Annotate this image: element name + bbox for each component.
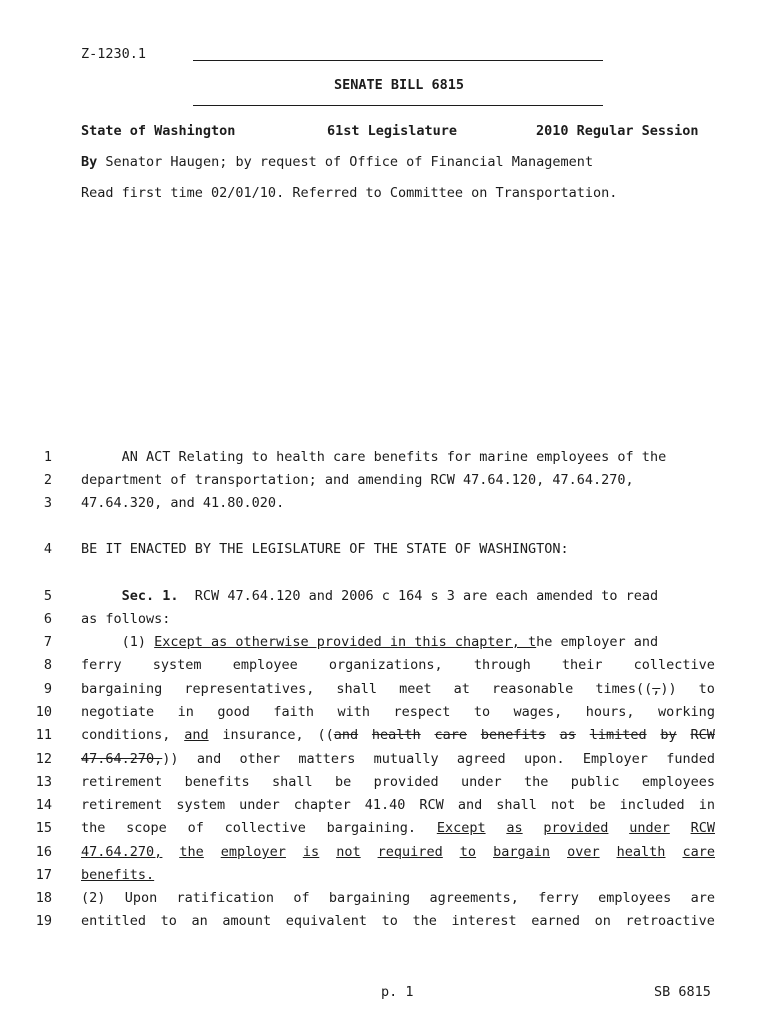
line-word: [81, 844, 162, 860]
line-word: [634, 657, 715, 673]
line-word: [81, 774, 162, 790]
word-text: agreed: [456, 751, 506, 767]
line-word: [197, 751, 221, 767]
line-word: [682, 844, 715, 860]
word-text: organizations,: [328, 657, 443, 673]
word-text: system: [152, 657, 202, 673]
word-text: on: [594, 913, 611, 929]
line-word: [460, 844, 476, 860]
line-word: [617, 844, 666, 860]
deleted-text: and: [333, 727, 359, 743]
line-number: 1: [43, 449, 52, 465]
bill-text-line: [81, 890, 715, 906]
line-word: [188, 820, 204, 836]
inserted-text: is: [302, 844, 320, 860]
line-word: [690, 727, 714, 743]
inserted-text: and: [184, 727, 209, 743]
bill-text-line: [81, 472, 715, 488]
word-text: shall: [272, 774, 313, 790]
line-word: [233, 657, 298, 673]
bill-text-line: [81, 797, 715, 813]
word-text: 41.40: [364, 797, 406, 813]
deleted-text: RCW: [690, 727, 715, 743]
line-word: [598, 890, 671, 906]
word-text: funded: [666, 751, 715, 767]
line-word: [81, 681, 162, 697]
line-word: [153, 657, 202, 673]
word-text: the: [412, 913, 437, 929]
word-text: equivalent: [285, 913, 368, 929]
line-word: [629, 820, 670, 836]
word-text: conditions,: [81, 727, 171, 743]
word-text: negotiate: [81, 704, 155, 720]
session-label: 2010 Regular Session: [536, 123, 699, 139]
word-text: reasonable: [491, 681, 574, 697]
line-word: [429, 890, 518, 906]
word-text: in: [177, 704, 194, 720]
word-text: good: [217, 704, 250, 720]
line-word: [514, 704, 563, 720]
line-word: [452, 913, 517, 929]
line-word: [399, 681, 432, 697]
line-word: [286, 913, 367, 929]
word-text: of: [187, 820, 204, 836]
word-text: insurance,: [222, 727, 304, 743]
line-word: [496, 797, 537, 813]
line-word: [642, 774, 715, 790]
inserted-text: benefits.: [81, 867, 155, 883]
word-text: system: [176, 797, 226, 813]
header-rule-top: [193, 60, 603, 61]
line-word: [378, 844, 443, 860]
inserted-text: 47.64.270,: [81, 844, 163, 860]
line-number: 8: [43, 657, 52, 673]
word-text: representatives,: [184, 681, 315, 697]
bill-text-line: [81, 449, 715, 465]
line-word: [329, 657, 443, 673]
word-text: shall: [496, 797, 537, 813]
word-text: under: [239, 797, 280, 813]
line-word: [327, 820, 416, 836]
line-word: [177, 890, 275, 906]
word-text: amount: [222, 913, 272, 929]
word-text: their: [561, 657, 603, 673]
section-heading: Sec. 1.: [121, 588, 179, 604]
word-text: to: [473, 704, 491, 720]
line-number: 11: [35, 727, 52, 743]
line-word: [457, 751, 506, 767]
line-word: [691, 890, 715, 906]
word-text: not: [550, 797, 576, 813]
word-text: employees: [598, 890, 672, 906]
bill-text-line: [81, 681, 715, 697]
bill-text-line: [81, 495, 715, 511]
line-number: 13: [35, 774, 52, 790]
line-word: [335, 774, 351, 790]
word-text: bargaining: [328, 890, 411, 906]
line-word: [474, 657, 531, 673]
line-word: [538, 890, 579, 906]
bill-text-line: [81, 844, 715, 860]
bill-title: SENATE BILL 6815: [333, 77, 465, 93]
word-text: RCW: [419, 797, 444, 813]
line-number: 18: [35, 890, 52, 906]
inserted-text: to: [459, 844, 477, 860]
word-text: to: [381, 913, 398, 929]
line-word: [492, 681, 573, 697]
line-word: [699, 797, 715, 813]
line-number: 9: [43, 681, 52, 697]
line-word: [393, 704, 450, 720]
line-number: 14: [35, 797, 52, 813]
bill-text-line: [81, 541, 715, 557]
line-word: [493, 844, 550, 860]
line-word: [589, 797, 605, 813]
line-text: as follows:: [81, 611, 171, 627]
line-word: [372, 727, 421, 743]
line-word: [595, 681, 676, 697]
inserted-text: Except as otherwise provided in this chapter, t: [154, 634, 537, 650]
word-text: mutually: [373, 751, 439, 767]
deleted-text: care: [434, 727, 468, 743]
word-text: retroactive: [625, 913, 715, 929]
page-number: p. 1: [381, 984, 414, 1000]
line-number: 3: [43, 495, 52, 511]
inserted-text: health: [616, 844, 666, 860]
line-word: [365, 797, 406, 813]
line-word: [336, 844, 360, 860]
deleted-text: health: [371, 727, 421, 743]
line-word: [81, 657, 122, 673]
line-number: 5: [43, 588, 52, 604]
line-word: [176, 797, 225, 813]
line-word: [81, 704, 154, 720]
line-word: [239, 797, 280, 813]
word-text: at: [453, 681, 470, 697]
word-text: collective: [633, 657, 715, 673]
line-word: [419, 797, 443, 813]
line-word: [374, 774, 439, 790]
inserted-text: bargain: [493, 844, 550, 860]
word-text: collective: [224, 820, 306, 836]
inserted-text: provided: [543, 820, 609, 836]
word-text: included: [619, 797, 685, 813]
word-text: bargaining: [81, 681, 163, 697]
line-text: [81, 588, 122, 604]
word-text: bargaining.: [326, 820, 417, 836]
read-first-line: Read first time 02/01/10. Referred to Committee on Transportation.: [81, 185, 618, 201]
deleted-text: benefits: [480, 727, 546, 743]
line-word: [317, 727, 358, 743]
line-word: [293, 890, 309, 906]
line-word: [125, 890, 158, 906]
word-text: public: [570, 774, 620, 790]
word-text: Upon: [124, 890, 158, 906]
line-word: [185, 774, 250, 790]
line-word: [81, 727, 170, 743]
state-label: State of Washington: [81, 123, 236, 139]
word-text: ratification: [176, 890, 275, 906]
word-text: shall: [336, 681, 378, 697]
word-text: hours,: [585, 704, 635, 720]
line-word: [225, 820, 306, 836]
deleted-text: as: [559, 727, 576, 743]
word-text: ferry: [81, 657, 122, 673]
word-text: of: [293, 890, 310, 906]
line-text: 47.64.320, and 41.80.020.: [81, 495, 285, 511]
line-text: BE IT ENACTED BY THE LEGISLATURE OF THE STATE OF WASHINGTON:: [81, 541, 569, 557]
word-text: )): [162, 751, 179, 767]
word-text: (2): [81, 890, 106, 906]
word-text: ((: [317, 727, 334, 743]
line-word: [329, 890, 410, 906]
bill-text-line: [81, 588, 715, 604]
word-text: be: [334, 774, 352, 790]
bill-text-line: [81, 657, 715, 673]
word-text: to: [160, 913, 177, 929]
word-text: retirement: [81, 797, 163, 813]
line-word: [590, 727, 647, 743]
word-text: the: [81, 820, 106, 836]
line-word: [161, 913, 177, 929]
line-word: [184, 681, 314, 697]
line-word: [560, 727, 576, 743]
word-text: matters: [298, 751, 356, 767]
line-word: [625, 913, 714, 929]
word-text: employee: [232, 657, 298, 673]
sponsor-prefix: By: [81, 154, 98, 170]
inserted-text: under: [629, 820, 670, 836]
line-word: [691, 820, 715, 836]
line-number: 16: [35, 844, 52, 860]
draft-code: Z-1230.1: [81, 46, 147, 62]
word-text: be: [589, 797, 606, 813]
line-word: [217, 704, 250, 720]
word-text: entitled: [81, 913, 147, 929]
line-word: [222, 727, 303, 743]
word-text: upon.: [523, 751, 565, 767]
bill-text-line: [81, 774, 715, 790]
line-word: [382, 913, 398, 929]
line-text: (1): [81, 634, 155, 650]
line-word: [595, 913, 611, 929]
line-word: [126, 820, 167, 836]
word-text: working: [658, 704, 715, 720]
word-text: and: [457, 797, 483, 813]
line-number: 10: [35, 704, 52, 720]
line-word: [240, 751, 281, 767]
line-text: AN ACT Relating to health care benefits for marine employees of the: [81, 449, 667, 465]
line-word: [666, 751, 715, 767]
sponsor-line: [81, 154, 593, 170]
word-text: agreements,: [429, 890, 519, 906]
word-text: ferry: [538, 890, 579, 906]
line-word: [81, 890, 105, 906]
inserted-text: Except: [436, 820, 486, 836]
line-word: [437, 820, 486, 836]
word-text: are: [690, 890, 715, 906]
line-text: he employer and: [536, 634, 659, 650]
inserted-text: as: [506, 820, 523, 836]
line-word: [192, 913, 208, 929]
line-word: [81, 820, 105, 836]
inserted-text: over: [567, 844, 600, 860]
line-word: [272, 774, 313, 790]
inserted-text: the: [179, 844, 204, 860]
word-text: through: [473, 657, 531, 673]
bill-reference: SB 6815: [654, 984, 711, 1000]
bill-text-line: [81, 820, 715, 836]
line-word: [298, 751, 355, 767]
bill-text-line: [81, 611, 715, 627]
line-number: 7: [43, 634, 52, 650]
word-text: wages,: [513, 704, 563, 720]
sponsor-text: Senator Haugen; by request of Office of Financial Management: [105, 154, 594, 170]
word-text: meet: [399, 681, 432, 697]
line-number: 12: [35, 751, 52, 767]
word-text: with: [337, 704, 370, 720]
line-word: [458, 797, 482, 813]
line-number: 19: [35, 913, 52, 929]
line-word: [481, 727, 546, 743]
word-text: earned: [531, 913, 580, 929]
word-text: Employer: [582, 751, 648, 767]
word-text: retirement: [81, 774, 163, 790]
word-text: faith: [273, 704, 314, 720]
line-word: [474, 704, 490, 720]
line-number: 17: [35, 867, 52, 883]
line-word: [222, 913, 271, 929]
word-text: provided: [373, 774, 439, 790]
line-word: [551, 797, 575, 813]
line-word: [336, 681, 377, 697]
line-word: [524, 751, 565, 767]
line-word: [178, 704, 194, 720]
deleted-text: by: [660, 727, 677, 743]
bill-text-line: [81, 704, 715, 720]
word-text: an: [191, 913, 208, 929]
line-word: [81, 751, 179, 767]
line-word: [273, 704, 314, 720]
inserted-text: required: [377, 844, 443, 860]
word-text: under: [460, 774, 502, 790]
line-number: 4: [43, 541, 52, 557]
line-word: [571, 774, 620, 790]
line-word: [543, 820, 608, 836]
word-text: times((: [595, 681, 653, 697]
legislature-label: 61st Legislature: [327, 123, 458, 139]
line-word: [660, 727, 676, 743]
line-word: [586, 704, 635, 720]
inserted-text: not: [336, 844, 361, 860]
word-text: other: [239, 751, 281, 767]
line-number: 15: [35, 820, 52, 836]
line-word: [81, 913, 146, 929]
line-text: department of transportation; and amending RCW 47.64.120, 47.64.270,: [81, 472, 634, 488]
line-word: [620, 797, 685, 813]
inserted-text: employer: [220, 844, 286, 860]
line-word: [699, 681, 715, 697]
inserted-text: RCW: [690, 820, 715, 836]
line-word: [294, 797, 351, 813]
line-word: [583, 751, 648, 767]
line-word: [461, 774, 502, 790]
word-text: chapter: [293, 797, 351, 813]
line-word: [337, 704, 370, 720]
word-text: employees: [641, 774, 715, 790]
word-text: )): [660, 681, 677, 697]
bill-text-line: [81, 751, 715, 767]
line-word: [303, 844, 319, 860]
word-text: the: [523, 774, 549, 790]
inserted-text: care: [682, 844, 715, 860]
line-word: [81, 797, 162, 813]
word-text: benefits: [184, 774, 250, 790]
word-text: in: [698, 797, 715, 813]
word-text: and: [196, 751, 222, 767]
deleted-text: ,: [652, 681, 661, 697]
bill-text-line: [81, 634, 715, 650]
word-text: to: [698, 681, 715, 697]
line-word: [435, 727, 468, 743]
line-word: [374, 751, 439, 767]
word-text: interest: [451, 913, 517, 929]
bill-text-line: [81, 727, 715, 743]
line-word: [221, 844, 286, 860]
line-word: [184, 727, 208, 743]
line-word: [567, 844, 600, 860]
header-rule-bottom: [193, 105, 603, 106]
line-number: 2: [43, 472, 52, 488]
word-text: respect: [393, 704, 451, 720]
line-number: 6: [43, 611, 52, 627]
line-word: [454, 681, 470, 697]
bill-text-line: [81, 867, 715, 883]
line-word: [506, 820, 522, 836]
line-word: [531, 913, 580, 929]
line-word: [413, 913, 437, 929]
line-word: [562, 657, 603, 673]
word-text: scope: [126, 820, 167, 836]
deleted-text: limited: [589, 727, 647, 743]
line-word: [524, 774, 548, 790]
line-text: RCW 47.64.120 and 2006 c 164 s 3 are each amended to read: [178, 588, 659, 604]
deleted-text: 47.64.270,: [81, 751, 163, 767]
bill-text-line: [81, 913, 715, 929]
line-word: [179, 844, 203, 860]
line-word: [658, 704, 715, 720]
